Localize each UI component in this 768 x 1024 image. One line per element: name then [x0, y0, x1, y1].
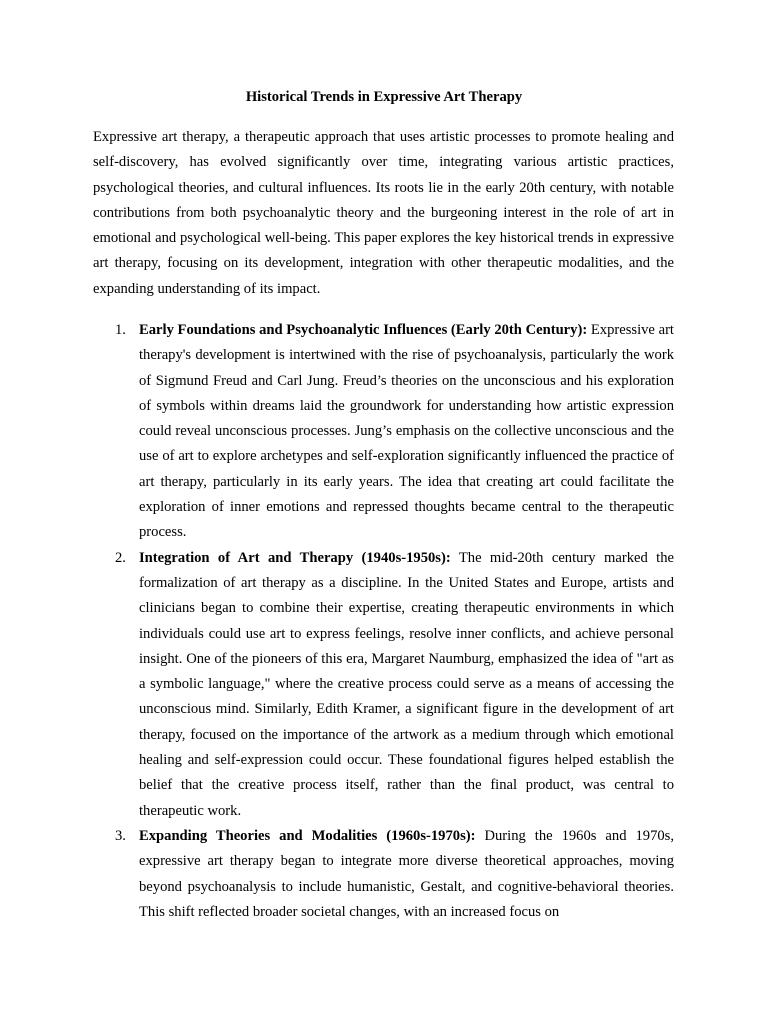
list-item-separator: : — [470, 827, 476, 844]
list-item-body: The mid-20th century marked the formalization of art therapy as a discipline. In the United States and Europe, artists and clinicians began to combine their expertise, creating therapeutic environments in which individuals could use art to express feelings, resolve inner conflicts, and achieve personal insight. One of the pioneers of this era, Margaret Naumburg, emphasized the idea of "art as a symbolic language," where the creative process could serve as a means of accessing the unconscious mind. Similarly, Edith Kramer, a significant figure in the development of art therapy, focused on the importance of the artwork as a medium through which emotional healing and self-expression could occur. These foundational figures helped establish the belief that the creative process itself, rather than the final product, was central to therapeutic work. — [139, 549, 674, 819]
list-item-number: 2. — [115, 549, 126, 566]
list-item-number: 3. — [115, 827, 126, 844]
intro-paragraph: Expressive art therapy, a therapeutic approach that uses artistic processes to promote healing and self-discovery, has evolved significantly over time, integrating various artistic practices, psychological theories, and cultural influences. Its roots lie in the early 20th century, with notable contributions from both psychoanalytic theory and the burgeoning interest in the role of art in emotional and psychological well-being. This paper explores the key historical trends in expressive art therapy, focusing on its development, integration with other therapeutic modalities, and the expanding understanding of its impact. — [93, 129, 674, 297]
list-item — [115, 318, 674, 546]
document-title: Historical Trends in Expressive Art Therapy — [245, 89, 523, 105]
trend-list — [115, 318, 674, 925]
list-item — [115, 824, 674, 925]
list-item-heading: Integration of Art and Therapy (1940s-1950s) — [139, 549, 446, 566]
list-item-number: 1. — [115, 322, 126, 338]
list-item-separator: : — [445, 549, 451, 566]
list-item-heading: Early Foundations and Psychoanalytic Influences (Early 20th Century) — [139, 322, 583, 338]
list-item-body: During the 1960s and 1970s, expressive art therapy began to integrate more diverse theoretical approaches, moving beyond psychoanalysis to include humanistic, Gestalt, and cognitive-behavioral theories. This shift reflected broader societal changes, with an increased focus on — [139, 827, 674, 920]
list-item-separator: : — [582, 322, 588, 338]
list-item-body: Expressive art therapy's development is intertwined with the rise of psychoanalysis, particularly the work of Sigmund Freud and Carl Jung. Freud’s theories on the unconscious and his exploration of symbols within dreams laid the groundwork for understanding how artistic expression could reveal unconscious processes. Jung’s emphasis on the collective unconscious and the use of art to explore archetypes and self-exploration significantly influenced the practice of art therapy, particularly in its early years. The idea that creating art could facilitate the exploration of inner emotions and repressed thoughts became central to the therapeutic process. — [139, 322, 674, 541]
list-item — [115, 546, 674, 824]
list-item-heading: Expanding Theories and Modalities (1960s-1970s) — [139, 827, 471, 844]
